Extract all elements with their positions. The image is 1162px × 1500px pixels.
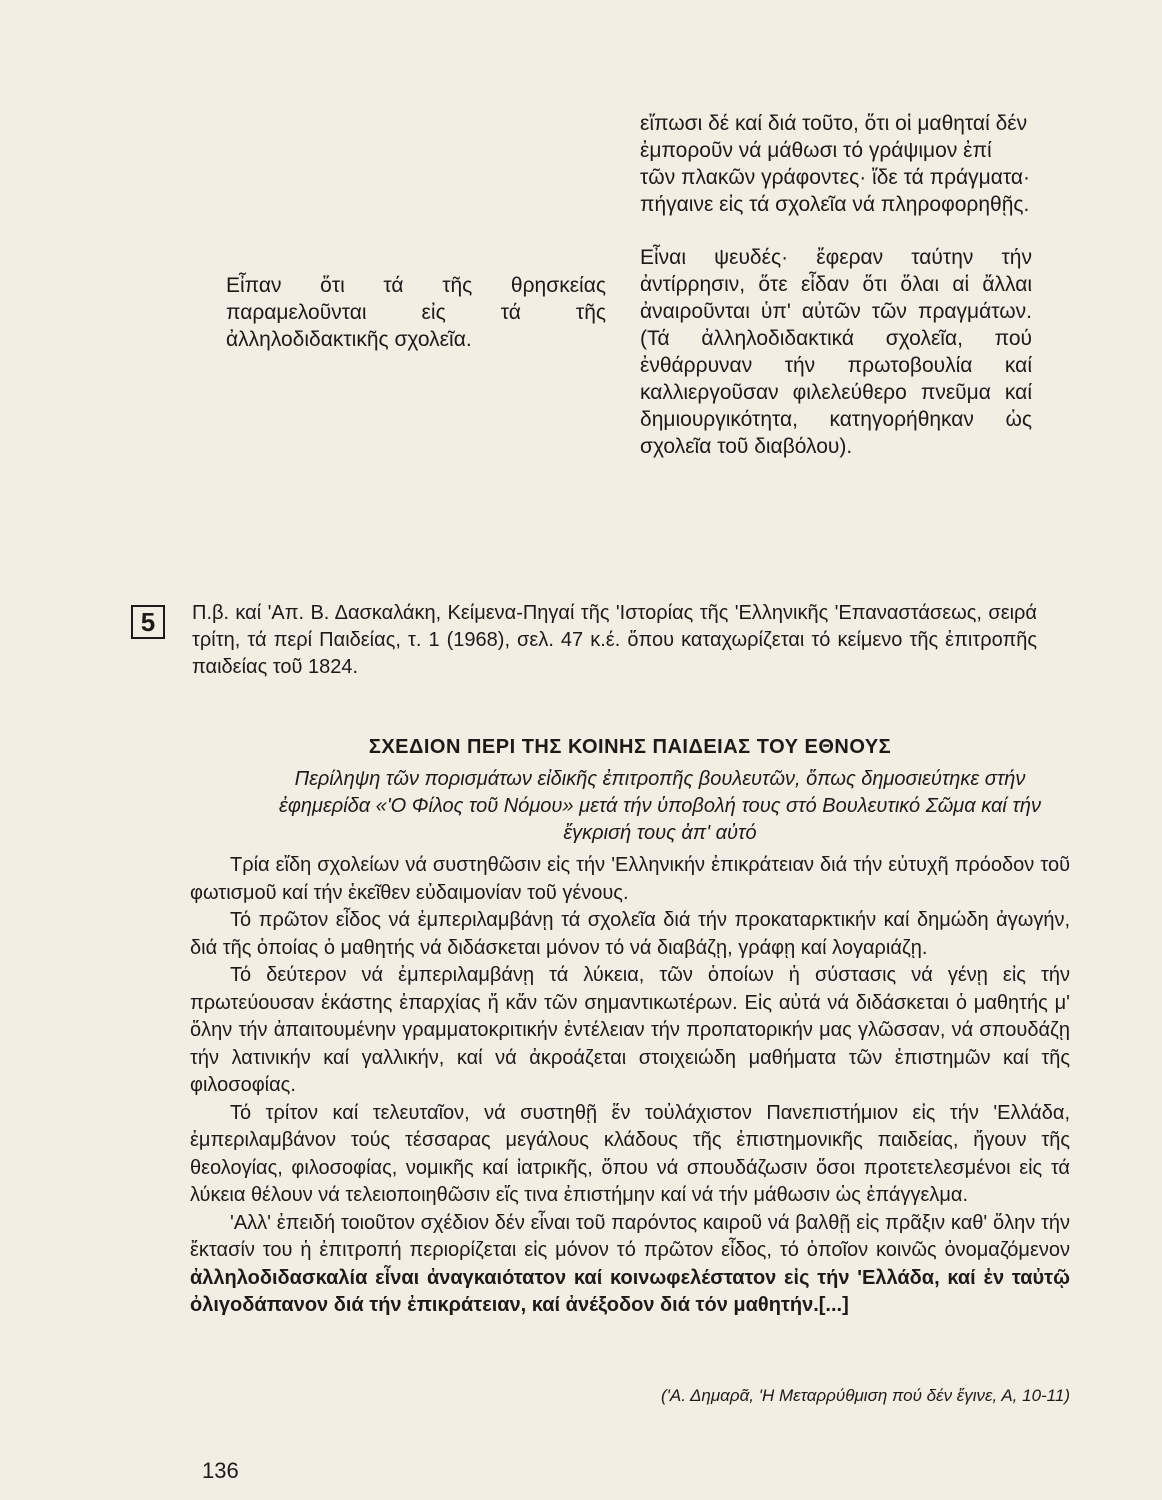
document-subtitle: Περίληψη τῶν πορισμάτων εἰδικῆς ἐπιτροπῆς βουλευτῶν, ὅπως δημοσιεύτηκε στήν ἐφημερίδα «'Ο Φίλος τοῦ Νόμου» μετά τήν ὑποβολή τους στό Βουλευτικό Σῶμα καί τήν ἔγκρισή τους ἀπ' αὐτό	[279, 768, 1041, 844]
right-paragraph-1: εἴπωσι δέ καί διά τοῦτο, ὅτι οἱ μαθηταί δέν ἐμποροῦν νά μάθωσι τό γράψιμον ἐπί τῶν πλακῶν γράφοντες· ἴδε τά πράγματα· πήγαινε εἰς τά σχολεῖα νά πληροφορηθῇς.	[640, 112, 1031, 216]
citation: ('Α. Δημαρᾶ, 'Η Μεταρρύθμιση πού δέν ἔγινε, Α, 10-11)	[660, 1386, 1070, 1405]
source-number-box: 5	[131, 605, 165, 639]
body-paragraph-last	[190, 1210, 1070, 1320]
last-paragraph-bold-text: ἀλληλοδιδασκαλία εἶναι ἀναγκαιότατον καί κοινωφελέστατον εἰς τήν 'Ελλάδα, καί ἐν ταὐτῷ ὀλιγοδάπανον διά τήν ἐπικράτειαν, καί ἀνέξοδον διά τόν μαθητήν.[...]	[190, 1266, 1070, 1316]
right-paragraph-2: Εἶναι ψευδές· ἔφεραν ταύτην τήν ἀντίρρησιν, ὅτε εἶδαν ὅτι ὅλαι αἱ ἄλλαι ἀναιροῦνται ὑπ' αὐτῶν τῶν πραγμάτων. (Τά ἀλληλοδιδακτικά σχολεῖα, πού ἐνθάρρυναν τήν πρωτοβουλία καί καλλιεργοῦσαν φιλελεύθερο πνεῦμα καί δημιουργικότητα, κατηγορήθηκαν ὡς σχολεῖα τοῦ διαβόλου).	[640, 246, 1032, 458]
body-paragraph: Τό τρίτον καί τελευταῖον, νά συστηθῇ ἕν τοὐλάχιστον Πανεπιστήμιον εἰς τήν 'Ελλάδα, ἐμπεριλαμβάνον τούς τέσσαρας μεγάλους κλάδους τῆς ἐπιστημονικῆς παιδείας, ἤγουν τῆς θεολογίας, φιλοσοφίας, νομικῆς καί ἰατρικῆς, ὅπου νά σπουδάζωσιν ὅσοι προτετελεσμένοι εἰς τά λύκεια θέλουν νά τελειοποιηθῶσιν εἴς τινα ἐπιστήμην καί νά τήν μάθωσιν ὡς ἐπάγγελμα.	[190, 1101, 1070, 1206]
page-number: 136	[202, 1458, 239, 1483]
document-title: ΣΧΕΔΙΟΝ ΠΕΡΙ ΤΗΣ ΚΟΙΝΗΣ ΠΑΙΔΕΙΑΣ ΤΟΥ ΕΘΝΟΥΣ	[368, 736, 892, 758]
last-paragraph-text: 'Αλλ' ἐπειδή τοιοῦτον σχέδιον δέν εἶναι τοῦ παρόντος καιροῦ νά βαλθῇ εἰς πρᾶξιν καθ' ὅλην τήν ἔκτασίν του ἡ ἐπιτροπή περιορίζεται εἰς μόνον τό πρῶτον εἶδος, τό ὁποῖον κοινῶς ὀνομαζόμενον	[190, 1211, 1070, 1261]
document-body	[190, 852, 1070, 1320]
body-paragraph: Τό πρῶτον εἶδος νά ἐμπεριλαμβάνῃ τά σχολεῖα διά τήν προκαταρκτικήν καί δημώδη ἀγωγήν, διά τῆς ὁποίας ὁ μαθητής νά διδάσκεται μόνον τό νά διαβάζῃ, γράφῃ καί λογαριάζῃ.	[190, 909, 1070, 959]
body-paragraph: Τρία εἴδη σχολείων νά συστηθῶσιν εἰς τήν 'Ελληνικήν ἐπικράτειαν διά τήν εὐτυχῆ πρόοδον τοῦ φωτισμοῦ καί τήν ἐκεῖθεν εὐδαιμονίαν τοῦ γένους.	[190, 854, 1070, 904]
body-paragraph: Τό δεύτερον νά ἐμπεριλαμβάνῃ τά λύκεια, τῶν ὁποίων ἡ σύστασις νά γένῃ εἰς τήν πρωτεύουσαν ἑκάστης ἐπαρχίας ἤ κἄν τῶν σημαντικωτέρων. Εἰς αὐτά νά διδάσκεται ὁ μαθητής μ' ὅλην τήν ἀπαιτουμένην γραμματοκριτικήν ἐντέλειαν τήν προπατορικήν μας γλῶσσαν, νά σπουδάζῃ τήν λατινικήν καί γαλλικήν, καί νά ἀκροάζεται στοιχειώδη μαθήματα τῶν ἐπιστημῶν καί τῆς φιλοσοφίας.	[190, 964, 1070, 1096]
right-column-text	[640, 110, 1032, 486]
source-reference: Π.β. καί 'Απ. Β. Δασκαλάκη, Κείμενα-Πηγαί τῆς 'Ιστορίας τῆς 'Ελληνικῆς 'Επαναστάσεως, σειρά τρίτη, τά περί Παιδείας, τ. 1 (1968), σελ. 47 κ.έ. ὅπου καταχωρίζεται τό κείμενο τῆς ἐπιτροπῆς παιδείας τοῦ 1824.	[192, 602, 1037, 678]
margin-note: Εἶπαν ὅτι τά τῆς θρησκείας παραμελοῦνται εἰς τά τῆς ἀλληλοδιδακτικῆς σχολεῖα.	[226, 274, 606, 351]
